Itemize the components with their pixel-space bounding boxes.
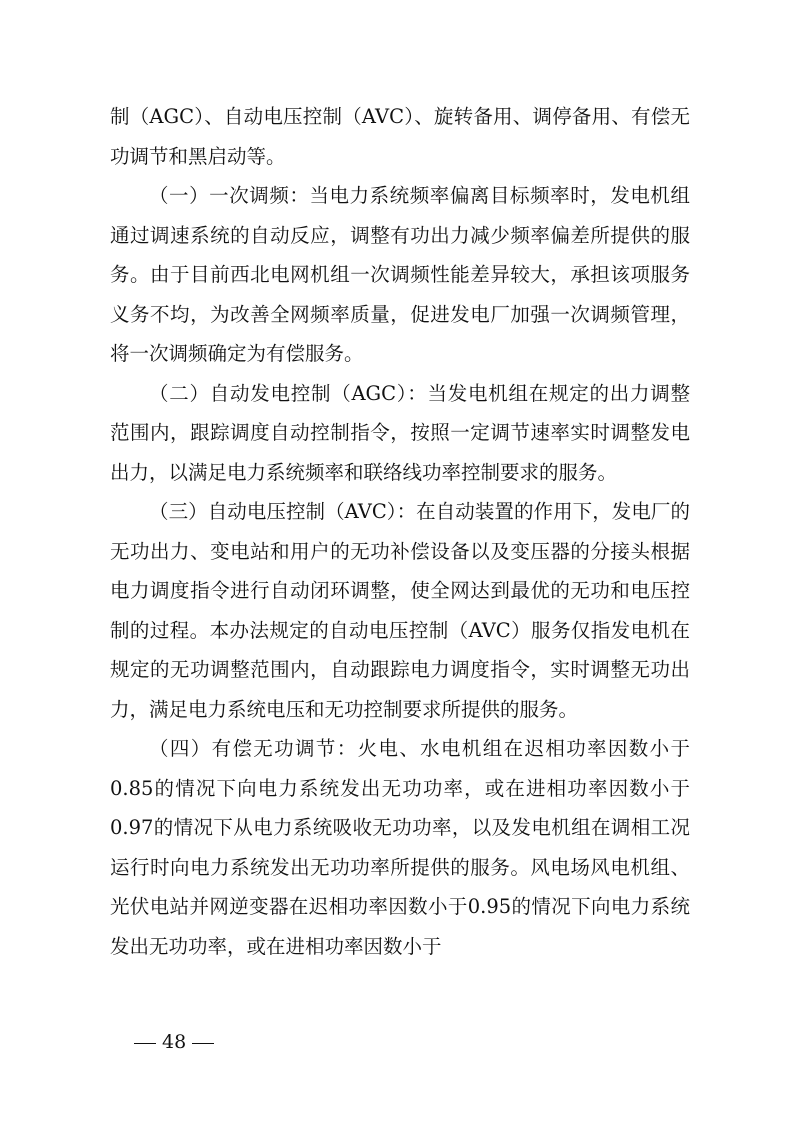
paragraph-continuation: 制（AGC）、自动电压控制（AVC）、旋转备用、调停备用、有偿无功调节和黑启动等。 <box>110 105 690 168</box>
footer-dash-left <box>134 1043 156 1044</box>
page-number: 48 <box>162 1031 187 1053</box>
footer-dash-right <box>192 1043 214 1044</box>
page-footer <box>128 1031 220 1053</box>
paragraph-reactive-power-regulation: （四）有偿无功调节：火电、水电机组在迟相功率因数小于0.85的情况下向电力系统发出无功功率，或在进相功率因数小于0.97的情况下从电力系统吸收无功功率，以及发电机组在调相工况运行时向电力系统发出无功功率所提供的服务。风电场风电机组、光伏电站并网逆变器在迟相功率因数小于0.95的情况下向电力系统发出无功功率，或在进相功率因数小于 <box>110 737 690 958</box>
document-body <box>110 97 690 966</box>
paragraph-primary-frequency-regulation: （一）一次调频：当电力系统频率偏离目标频率时，发电机组通过调速系统的自动反应，调整有功出力减少频率偏差所提供的服务。由于目前西北电网机组一次调频性能差异较大，承担该项服务义务不均，为改善全网频率质量，促进发电厂加强一次调频管理，将一次调频确定为有偿服务。 <box>110 184 690 365</box>
paragraph-agc: （二）自动发电控制（AGC）：当发电机组在规定的出力调整范围内，跟踪调度自动控制指令，按照一定调节速率实时调整发电出力，以满足电力系统频率和联络线功率控制要求的服务。 <box>110 381 690 484</box>
paragraph-avc: （三）自动电压控制（AVC）：在自动装置的作用下，发电厂的无功出力、变电站和用户的无功补偿设备以及变压器的分接头根据电力调度指令进行自动闭环调整，使全网达到最优的无功和电压控制的过程。本办法规定的自动电压控制（AVC）服务仅指发电机在规定的无功调整范围内，自动跟踪电力调度指令，实时调整无功出力，满足电力系统电压和无功控制要求所提供的服务。 <box>110 500 690 721</box>
